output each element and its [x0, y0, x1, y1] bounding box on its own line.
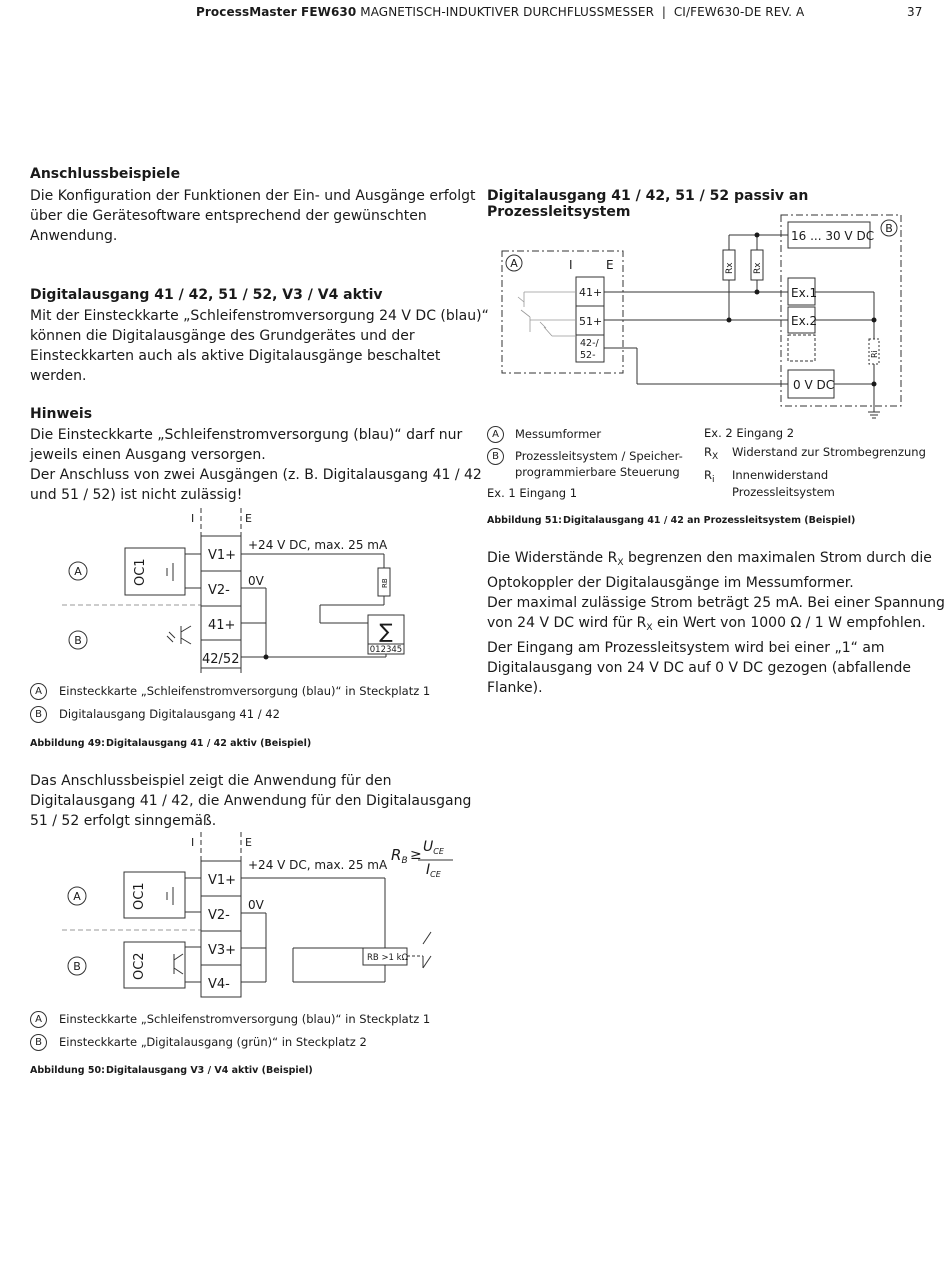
para-line: Optokoppler der Digitalausgänge im Messumformer. — [487, 575, 854, 591]
fig51-label-i: I — [569, 258, 573, 272]
fig51-legend-ri-sub: i — [712, 475, 715, 485]
para-line: können die Digitalausgänge des Grundgerätes und der — [30, 328, 415, 344]
fig51-rx2-label: Rx — [753, 262, 763, 274]
fig51-legend-ri-symbol — [704, 467, 732, 489]
hint-line: Der Anschluss von zwei Ausgängen (z. B. Digitalausgang 41 / 42 — [30, 467, 482, 483]
fig50-formula-lhs — [391, 846, 408, 866]
fig50-terminal-v1: V1+ — [208, 873, 237, 888]
hint-paragraph — [30, 425, 482, 505]
fig49-marker-a: A — [74, 565, 82, 578]
fig49-zero-label: 0V — [248, 574, 264, 588]
fig51-terminal-52: 52- — [580, 350, 596, 361]
header-title-rest: MAGNETISCH-INDUKTIVER DURCHFLUSSMESSER | CI/FEW630-DE REV. A — [356, 5, 805, 19]
fig50-formula-lhs-sub: B — [401, 856, 408, 866]
fig51-legend-b-line: Prozessleitsystem / Speicher- — [515, 449, 683, 463]
fig50-formula-den-i: I — [426, 862, 431, 878]
fig51-legend-a-text: Messumformer — [515, 427, 602, 441]
fig50-supply-label: +24 V DC, max. 25 mA — [248, 858, 388, 872]
fig50-formula-den-sub: CE — [430, 870, 441, 879]
fig49-legend-marker-b: B — [30, 706, 47, 723]
para-line: Einsteckkarten auch als aktive Digitalausgänge beschaltet — [30, 348, 441, 364]
hint-line: und 51 / 52) ist nicht zulässig! — [30, 487, 243, 503]
fig51-marker-a: A — [510, 257, 518, 270]
fig49-legend-marker-a: A — [30, 683, 47, 700]
para-text: von 24 V DC wird für R — [487, 615, 647, 631]
fig50-formula-num — [423, 839, 445, 856]
page-number: 37 — [907, 5, 923, 19]
para-line: werden. — [30, 368, 87, 384]
section-heading-anschlussbeispiele: Anschlussbeispiele — [30, 166, 181, 182]
fig50-formula-den — [426, 862, 442, 879]
fig51-marker-b: B — [885, 222, 893, 235]
fig50-caption-num: Abbildung 50: — [30, 1065, 105, 1076]
anschlussbeispiel-paragraph — [30, 771, 471, 831]
fig49-caption-text: Digitalausgang 41 / 42 aktiv (Beispiel) — [106, 738, 312, 749]
fig51-terminal-51: 51+ — [579, 315, 603, 328]
fig50-zero-label: 0V — [248, 898, 264, 912]
fig50-caption — [30, 1065, 313, 1076]
fig51-legend-b-line: programmierbare Steuerung — [515, 465, 680, 479]
fig51-legend-ri-r: R — [704, 468, 712, 482]
fig51-legend-ri-line: Prozessleitsystem — [732, 485, 835, 499]
fig50-legend-b-text: Einsteckkarte „Digitalausgang (grün)“ in Steckplatz 2 — [59, 1035, 367, 1049]
fig51-legend-b — [487, 448, 683, 480]
fig51-legend-ri — [704, 467, 835, 501]
fig50-formula-num-sub: CE — [433, 847, 444, 856]
fig49-counter-digits: 012345 — [369, 645, 403, 655]
fig50-formula-num-u: U — [423, 839, 434, 855]
fig50-label-i: I — [191, 836, 195, 849]
para-line: Mit der Einsteckkarte „Schleifenstromversorgung 24 V DC (blau)“ — [30, 308, 489, 324]
para-text: begrenzen den maximalen Strom durch die — [623, 550, 932, 566]
fig51-caption-text: Digitalausgang 41 / 42 an Prozessleitsystem (Beispiel) — [563, 515, 856, 526]
fig49-terminal-41: 41+ — [208, 618, 236, 633]
figure-49-diagram — [55, 508, 425, 674]
fig49-oc1-label: OC1 — [133, 558, 148, 586]
fig51-terminal-41: 41+ — [579, 286, 603, 299]
figure-51-diagram — [497, 212, 907, 424]
fig51-legend-ri-line: Innenwiderstand — [732, 468, 829, 482]
fig51-ex2-label: Ex.2 — [791, 314, 818, 328]
fig49-counter-sigma: ∑ — [379, 619, 393, 643]
para-subscript: X — [617, 558, 624, 568]
fig51-ex1-label: Ex.1 — [791, 286, 818, 300]
para-subscript: X — [646, 623, 653, 633]
intro-line: Die Konfiguration der Funktionen der Ein- und Ausgänge erfolgt — [30, 188, 476, 204]
fig51-terminal-42: 42-/ — [580, 338, 599, 349]
fig49-legend-a — [30, 683, 430, 700]
fig51-legend-ex1: Ex. 1 Eingang 1 — [487, 486, 578, 500]
para-text: ein Wert von 1000 Ω / 1 W empfohlen. — [652, 615, 926, 631]
fig51-legend-rx — [704, 445, 926, 462]
intro-line: Anwendung. — [30, 228, 118, 244]
hint-heading: Hinweis — [30, 406, 93, 422]
fig49-legend-b — [30, 706, 280, 723]
fig49-legend-a-text: Einsteckkarte „Schleifenstromversorgung (blau)“ in Steckplatz 1 — [59, 684, 431, 698]
fig51-rx1-label: Rx — [725, 262, 735, 274]
hint-line: Die Einsteckkarte „Schleifenstromversorgung (blau)“ darf nur — [30, 427, 463, 443]
figure-50-diagram — [55, 832, 455, 1000]
fig49-label-i: I — [191, 512, 195, 525]
para-line: 51 / 52 erfolgt sinngemäß. — [30, 813, 217, 829]
header-title — [196, 5, 804, 19]
fig49-marker-b: B — [74, 634, 82, 647]
fig49-terminal-v2: V2- — [208, 583, 230, 598]
para-line — [487, 548, 945, 573]
fig51-supply-label: 16 ... 30 V DC — [791, 229, 875, 243]
header-product: ProcessMaster FEW630 — [196, 5, 357, 19]
para-line: Digitalausgang 41 / 42, die Anwendung für den Digitalausgang — [30, 793, 472, 809]
intro-paragraph — [30, 186, 476, 246]
fig50-legend-marker-b: B — [30, 1034, 47, 1051]
fig51-legend-b-text — [515, 448, 683, 480]
fig50-terminal-v4: V4- — [208, 977, 230, 992]
fig51-legend-ex2: Ex. 2 Eingang 2 — [704, 426, 795, 440]
fig50-legend-marker-a: A — [30, 1011, 47, 1028]
fig51-legend-marker-b: B — [487, 448, 504, 465]
fig51-legend-marker-a: A — [487, 426, 504, 443]
digitalausgang-aktiv-paragraph — [30, 306, 489, 386]
fig51-label-e: E — [606, 258, 614, 272]
para-line: Digitalausgang von 24 V DC auf 0 V DC gezogen (abfallende — [487, 660, 911, 676]
fig50-legend-a-text: Einsteckkarte „Schleifenstromversorgung (blau)“ in Steckplatz 1 — [59, 1012, 431, 1026]
widerstaende-paragraph — [487, 548, 945, 698]
fig49-supply-label: +24 V DC, max. 25 mA — [248, 538, 388, 552]
fig50-oc2-label: OC2 — [132, 952, 147, 980]
fig50-oc1-label: OC1 — [132, 882, 147, 910]
fig50-resistor-label: RB >1 kΩ — [367, 953, 409, 963]
fig50-terminal-v3: V3+ — [208, 943, 237, 958]
fig50-label-e: E — [245, 836, 252, 849]
fig50-marker-b: B — [73, 960, 81, 973]
para-line: Das Anschlussbeispiel zeigt die Anwendung für den — [30, 773, 392, 789]
fig50-legend-b — [30, 1034, 367, 1051]
fig49-legend-b-text: Digitalausgang Digitalausgang 41 / 42 — [59, 707, 280, 721]
fig50-marker-a: A — [73, 890, 81, 903]
fig51-caption — [487, 515, 855, 526]
fig50-terminal-v2: V2- — [208, 908, 230, 923]
fig49-label-e: E — [245, 512, 252, 525]
para-line: Der Eingang am Prozessleitsystem wird bei einer „1“ am — [487, 640, 885, 656]
para-line: Flanke). — [487, 680, 543, 696]
fig49-caption-num: Abbildung 49: — [30, 738, 105, 749]
fig51-legend-rx-r: R — [704, 445, 712, 459]
para-line: Der maximal zulässige Strom beträgt 25 mA. Bei einer Spannung — [487, 595, 945, 611]
para-text: Die Widerstände R — [487, 550, 618, 566]
fig49-terminal-42-52: 42/52 — [202, 652, 240, 667]
fig51-legend-ri-text — [732, 467, 835, 501]
fig51-legend-rx-text: Widerstand zur Strombegrenzung — [732, 445, 926, 459]
hint-line: jeweils einen Ausgang versorgen. — [30, 447, 266, 463]
section-heading-passiv: Digitalausgang 41 / 42, 51 / 52 passiv an Prozessleitsystem — [487, 188, 809, 220]
fig49-caption — [30, 738, 311, 749]
section-heading-digitalausgang-aktiv: Digitalausgang 41 / 42, 51 / 52, V3 / V4 aktiv — [30, 287, 383, 303]
fig49-resistor-label: RB — [381, 578, 389, 588]
para-line — [487, 613, 945, 638]
fig50-legend-a — [30, 1011, 430, 1028]
fig51-caption-num: Abbildung 51: — [487, 515, 562, 526]
fig50-caption-text: Digitalausgang V3 / V4 aktiv (Beispiel) — [106, 1065, 313, 1076]
fig50-formula-ge: ≥ — [410, 847, 422, 863]
fig51-legend-rx-symbol — [704, 445, 732, 462]
fig49-terminal-v1: V1+ — [208, 548, 237, 563]
fig51-legend-a — [487, 426, 601, 443]
fig50-formula-lhs-r: R — [391, 846, 402, 864]
fig51-legend-rx-sub: X — [712, 452, 719, 462]
fig51-zero-label: 0 V DC — [793, 378, 835, 392]
intro-line: über die Gerätesoftware entsprechend der gewünschten — [30, 208, 427, 224]
fig51-ri-label: Ri — [870, 350, 879, 358]
